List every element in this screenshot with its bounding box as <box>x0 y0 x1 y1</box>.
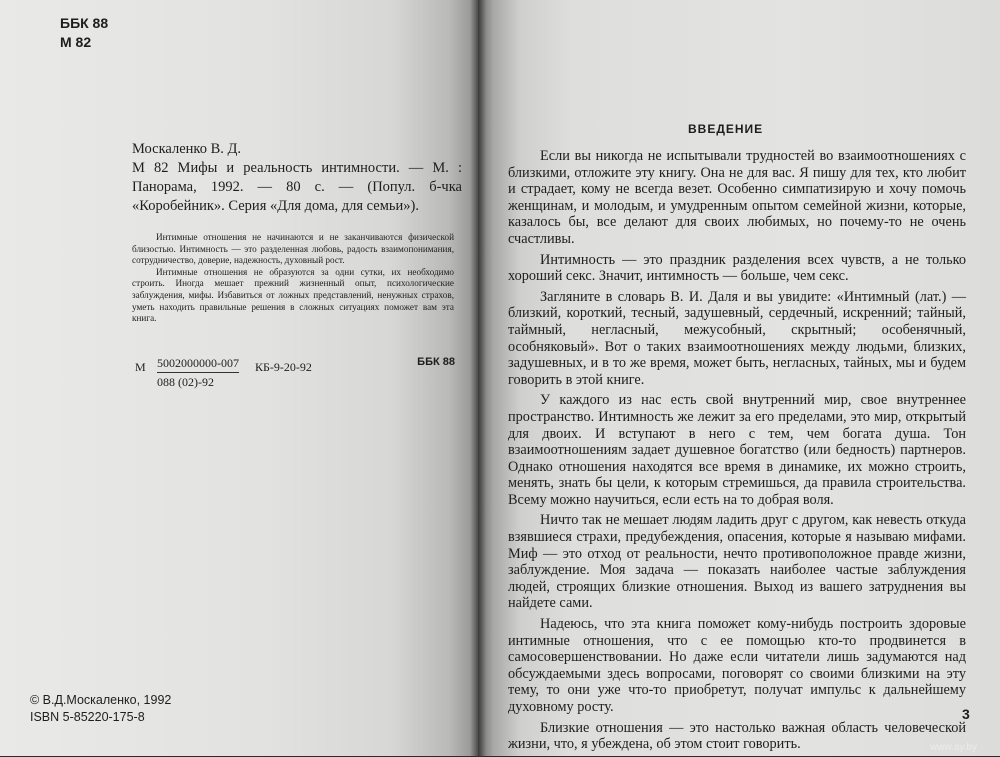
bbk-code: ББК 88 <box>417 356 455 368</box>
body-paragraph: Загляните в словарь В. И. Даля и вы увидите: «Интимный (лат.) — близкий, короткий, тесный, задушевный, сердечный, искренний; тайный, таймный, негласный, межусобный, скрытный; особенячный, особняковый». Вот о таких взаимоотношениях между людьми, близких, задушевных, и в то же время, может быть, негласных, тайных, мы и будем говорить в этой книге. <box>508 288 966 388</box>
left-page <box>0 0 478 756</box>
code-denominator: 088 (02)-92 <box>157 375 214 389</box>
body-paragraph: Ничто так не мешает людям ладить друг с другом, как невесть откуда взявшиеся страхи, предубеждения, опасения, которые я называю мифами. Миф — это отход от реальности, нечто противоположное правде жизни, заблуждение. Моя задача — показать наиболее частые заблуждения людей, строящих близкие отношения. Выход из вашего затруднения вы найдете сами. <box>508 512 966 612</box>
chapter-body <box>508 148 966 757</box>
book-gutter <box>470 0 486 756</box>
page-number: 3 <box>962 706 970 722</box>
copyright-block <box>30 692 171 726</box>
code-numerator: 5002000000-007 <box>157 356 239 373</box>
body-paragraph: Близкие отношения — это настолько важная область человеческой жизни, что, я убеждена, об этом стоит говорить. <box>508 719 966 753</box>
catalog-author: Москаленко В. Д. <box>132 141 242 157</box>
catalog-entry: М 82 Мифы и реальность интимности. — М. : Панорама, 1992. — 80 с. — (Попул. б-чка «Коробейник». Серия «Для дома, для семьи»). <box>132 160 462 214</box>
isbn-line: ISBN 5-85220-175-8 <box>30 710 145 724</box>
body-paragraph: У каждого из нас есть свой внутренний мир, свое внутреннее пространство. Интимность же лежит за его пределами, это мир, открытый для двоих. И вступают в него с тем, чем богата душа. Тон взаимоотношениям задает душевное богатство (или бедность) партнеров. Однако отношения находятся все время в динамике, их можно строить, менять, знать бы цели, к которым стремишься, да правила строительства. Всему можно научиться, если есть на то добрая воля. <box>508 392 966 508</box>
chapter-title: ВВЕДЕНИЕ <box>688 122 764 136</box>
body-paragraph: Надеюсь, что эта книга поможет кому-нибудь построить здоровые интимные отношения, что с ее помощью кто-то продвинется в самосовершенствовании. Но даже если читатели лишь задумаются над обсуждаемыми здесь вопросами, поговорят со своими близкими на эту тему, то они уже что-то приобретут, получат импульс к дальнейшему духовному росту. <box>508 616 966 715</box>
annotation <box>132 232 454 325</box>
code-fraction <box>157 356 239 390</box>
library-codes <box>60 14 108 52</box>
annotation-paragraph: Интимные отношения не начинаются и не заканчиваются физической близостью. Интимность — это разделенная любовь, радость взаимопонимания, сотрудничество, доверие, надежность, духовный рост. <box>132 232 454 266</box>
body-paragraph: Интимность — это праздник разделения всех чувств, а не только хороший секс. Значит, интимность — больше, чем секс. <box>508 251 966 285</box>
watermark: www.ay.by <box>930 742 978 753</box>
catalog-record <box>132 140 462 216</box>
library-code: ББК 88 <box>60 15 109 31</box>
kb-code: КБ-9-20-92 <box>255 360 312 374</box>
body-paragraph: Если вы никогда не испытывали трудностей во взаимоотношениях с близкими, отложите эту книгу. Она не для вас. Я пишу для тех, кто любит и страдает, кому не всегда везет. Особенно симпатизирую и хочу помочь женщинам, и молодым, и умудренным опытом семейной жизни, которые, казалось бы, все делают для своих любимых, но почему-то не очень счастливы. <box>508 148 966 247</box>
copyright-line: © В.Д.Москаленко, 1992 <box>30 693 172 707</box>
annotation-paragraph: Интимные отношения не образуются за одни сутки, их необходимо строить. Иногда мешает прежний жизненный опыт, психологические заблуждения, мифы. Избавиться от ложных представлений, ненужных страхов, уметь находить правильные решения в сложных ситуациях поможет вам эта книга. <box>132 266 454 324</box>
library-code: М 82 <box>60 34 92 50</box>
code-letter: М <box>135 360 146 374</box>
